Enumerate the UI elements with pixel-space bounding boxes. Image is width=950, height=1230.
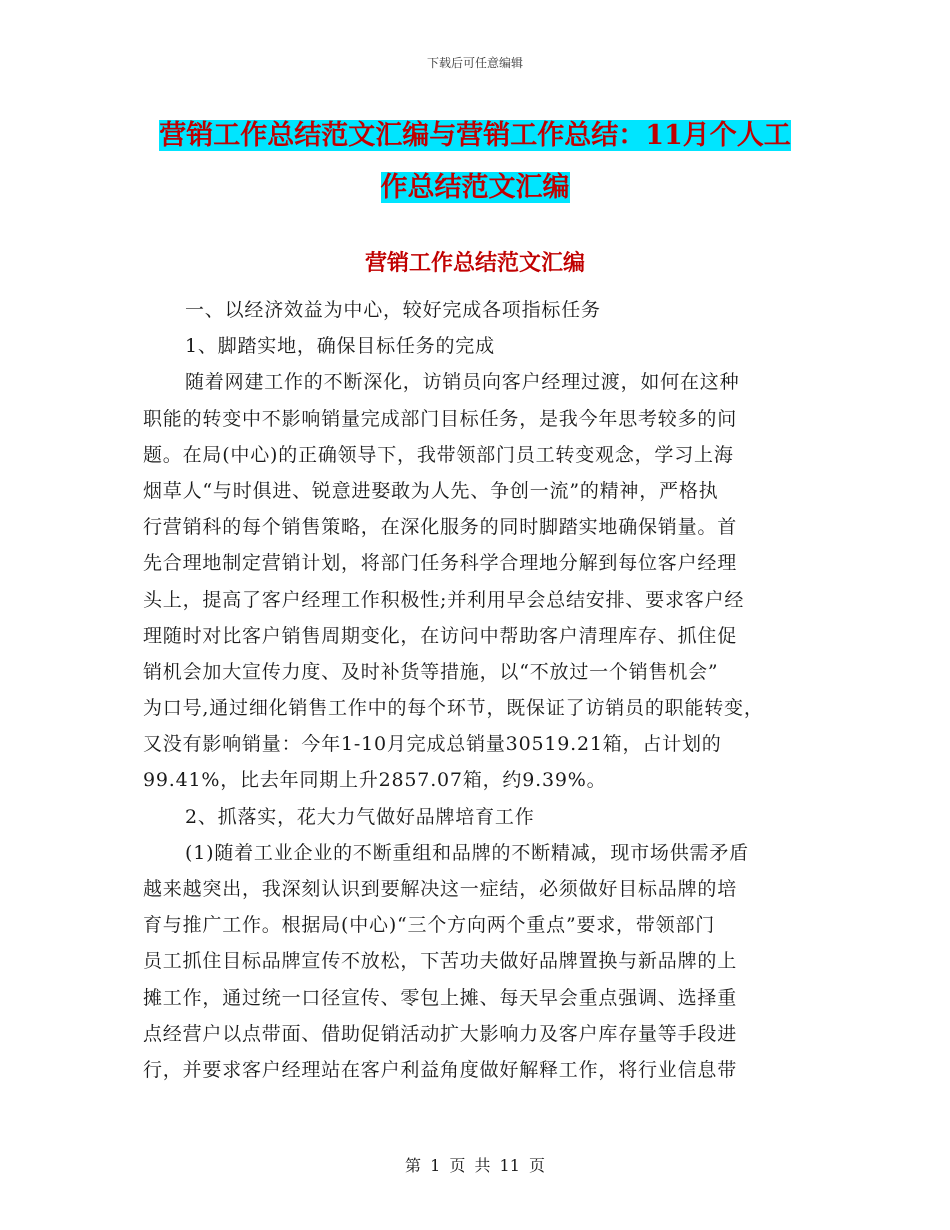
body-line: 理随时对比客户销售周期变化，在访问中帮助客户清理库存、抓住促: [143, 624, 738, 647]
body-line: 烟草人“与时俱进、锐意进娶敢为人先、争创一流”的精神，严格执: [143, 479, 719, 502]
body-line: 行，并要求客户经理站在客户利益角度做好解释工作，将行业信息带: [143, 1058, 738, 1081]
section-title: 营销工作总结范文汇编: [364, 250, 585, 276]
body-line: 随着网建工作的不断深化，访销员向客户经理过渡，如何在这种: [185, 371, 740, 394]
body-line: 销机会加大宣传力度、及时补货等措施，以“不放过一个销售机会”: [143, 660, 719, 683]
body-line: 一、以经济效益为中心，较好完成各项指标任务: [185, 299, 601, 321]
page-footer: 第 1 页 共 11 页: [405, 1156, 545, 1175]
body-line: 又没有影响销量：今年1-10月完成总销量30519.21箱，占计划的: [143, 733, 722, 756]
document-title-line-1: 营销工作总结范文汇编与营销工作总结：11月个人工: [159, 120, 791, 151]
body-line: 99.41%，比去年同期上升2857.07箱，约9.39%。: [143, 769, 607, 792]
header-note: 下载后可任意编辑: [426, 56, 523, 70]
body-line: 员工抓住目标品牌宣传不放松，下苦功夫做好品牌置换与新品牌的上: [143, 950, 738, 973]
body-line: 职能的转变中不影响销量完成部门目标任务，是我今年思考较多的问: [143, 407, 738, 430]
body-line: 题。在局(中心)的正确领导下，我带领部门员工转变观念，学习上海: [143, 443, 734, 466]
body-line: 先合理地制定营销计划，将部门任务科学合理地分解到每位客户经理: [143, 552, 738, 575]
document-title-line-2: 作总结范文汇编: [380, 172, 570, 203]
body-text: [143, 292, 823, 1088]
body-line: (1)随着工业企业的不断重组和品牌的不断精减，现市场供需矛盾: [185, 841, 749, 864]
body-line: 点经营户以点带面、借助促销活动扩大影响力及客户库存量等手段进: [143, 1022, 738, 1045]
body-line: 摊工作，通过统一口径宣传、零包上摊、每天早会重点强调、选择重: [143, 986, 738, 1009]
body-line: 为口号,通过细化销售工作中的每个环节，既保证了访销员的职能转变，: [143, 697, 764, 720]
body-line: 育与推广工作。根据局(中心)“三个方向两个重点”要求，带领部门: [143, 914, 716, 937]
body-line: 越来越突出，我深刻认识到要解决这一症结，必须做好目标品牌的培: [143, 878, 738, 900]
body-line: 行营销科的每个销售策略，在深化服务的同时脚踏实地确保销量。首: [143, 516, 738, 539]
body-line: 头上，提高了客户经理工作积极性;并利用早会总结安排、要求客户经: [143, 588, 745, 611]
document-title: [100, 110, 850, 214]
body-line: 2、抓落实，花大力气做好品牌培育工作: [185, 805, 535, 828]
body-line: 1、脚踏实地，确保目标任务的完成: [185, 335, 495, 358]
